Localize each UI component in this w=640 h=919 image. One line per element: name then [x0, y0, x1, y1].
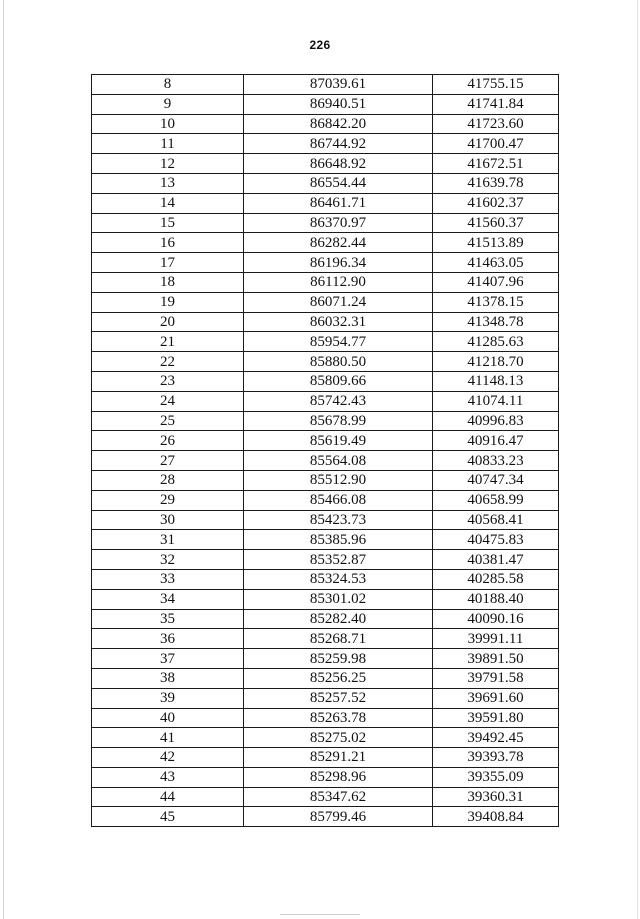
point-number-cell: 23 — [92, 371, 244, 391]
y-coordinate-cell: 41074.11 — [433, 391, 559, 411]
table-row — [92, 609, 559, 629]
x-coordinate-cell: 85385.96 — [244, 530, 433, 550]
point-number-cell: 30 — [92, 510, 244, 530]
x-coordinate-cell: 85268.71 — [244, 629, 433, 649]
x-coordinate-cell: 85259.98 — [244, 649, 433, 669]
table-row — [92, 708, 559, 728]
y-coordinate-cell: 41700.47 — [433, 134, 559, 154]
table-row — [92, 312, 559, 332]
x-coordinate-cell: 86842.20 — [244, 114, 433, 134]
y-coordinate-cell: 40747.34 — [433, 470, 559, 490]
table-row — [92, 352, 559, 372]
y-coordinate-cell: 40916.47 — [433, 431, 559, 451]
y-coordinate-cell: 41348.78 — [433, 312, 559, 332]
y-coordinate-cell: 39360.31 — [433, 787, 559, 807]
x-coordinate-cell: 85275.02 — [244, 728, 433, 748]
x-coordinate-cell: 85256.25 — [244, 668, 433, 688]
point-number-cell: 9 — [92, 94, 244, 114]
x-coordinate-cell: 86032.31 — [244, 312, 433, 332]
point-number-cell: 18 — [92, 272, 244, 292]
table-row — [92, 371, 559, 391]
table-row — [92, 292, 559, 312]
point-number-cell: 12 — [92, 154, 244, 174]
y-coordinate-cell: 40568.41 — [433, 510, 559, 530]
table-row — [92, 253, 559, 273]
x-coordinate-cell: 86461.71 — [244, 193, 433, 213]
table-row — [92, 490, 559, 510]
y-coordinate-cell: 41218.70 — [433, 352, 559, 372]
y-coordinate-cell: 41378.15 — [433, 292, 559, 312]
table-row — [92, 748, 559, 768]
x-coordinate-cell: 85423.73 — [244, 510, 433, 530]
point-number-cell: 39 — [92, 688, 244, 708]
table-row — [92, 233, 559, 253]
x-coordinate-cell: 85466.08 — [244, 490, 433, 510]
y-coordinate-cell: 41148.13 — [433, 371, 559, 391]
y-coordinate-cell: 41285.63 — [433, 332, 559, 352]
y-coordinate-cell: 40996.83 — [433, 411, 559, 431]
x-coordinate-cell: 85742.43 — [244, 391, 433, 411]
x-coordinate-cell: 85263.78 — [244, 708, 433, 728]
table-row — [92, 688, 559, 708]
table-row — [92, 470, 559, 490]
table-row — [92, 569, 559, 589]
point-number-cell: 41 — [92, 728, 244, 748]
point-number-cell: 20 — [92, 312, 244, 332]
point-number-cell: 29 — [92, 490, 244, 510]
y-coordinate-cell: 39891.50 — [433, 649, 559, 669]
point-number-cell: 32 — [92, 550, 244, 570]
x-coordinate-cell: 86940.51 — [244, 94, 433, 114]
point-number-cell: 19 — [92, 292, 244, 312]
point-number-cell: 15 — [92, 213, 244, 233]
table-row — [92, 94, 559, 114]
table-row — [92, 411, 559, 431]
x-coordinate-cell: 87039.61 — [244, 75, 433, 95]
table-row — [92, 510, 559, 530]
y-coordinate-cell: 40658.99 — [433, 490, 559, 510]
y-coordinate-cell: 40833.23 — [433, 451, 559, 471]
y-coordinate-cell: 40285.58 — [433, 569, 559, 589]
table-row — [92, 154, 559, 174]
table-row — [92, 272, 559, 292]
page-edge-left — [3, 0, 4, 919]
point-number-cell: 16 — [92, 233, 244, 253]
y-coordinate-cell: 41723.60 — [433, 114, 559, 134]
table-row — [92, 649, 559, 669]
table-row — [92, 173, 559, 193]
x-coordinate-cell: 85880.50 — [244, 352, 433, 372]
point-number-cell: 40 — [92, 708, 244, 728]
point-number-cell: 25 — [92, 411, 244, 431]
table-row — [92, 391, 559, 411]
table-row — [92, 332, 559, 352]
x-coordinate-cell: 85678.99 — [244, 411, 433, 431]
table-row — [92, 589, 559, 609]
table-row — [92, 75, 559, 95]
x-coordinate-cell: 85282.40 — [244, 609, 433, 629]
y-coordinate-cell: 41639.78 — [433, 173, 559, 193]
point-number-cell: 34 — [92, 589, 244, 609]
point-number-cell: 27 — [92, 451, 244, 471]
x-coordinate-cell: 85291.21 — [244, 748, 433, 768]
point-number-cell: 37 — [92, 649, 244, 669]
table-row — [92, 629, 559, 649]
x-coordinate-cell: 85809.66 — [244, 371, 433, 391]
table-row — [92, 451, 559, 471]
point-number-cell: 21 — [92, 332, 244, 352]
point-number-cell: 43 — [92, 767, 244, 787]
point-number-cell: 26 — [92, 431, 244, 451]
coordinates-table — [91, 74, 559, 827]
y-coordinate-cell: 39591.80 — [433, 708, 559, 728]
point-number-cell: 28 — [92, 470, 244, 490]
x-coordinate-cell: 86196.34 — [244, 253, 433, 273]
point-number-cell: 24 — [92, 391, 244, 411]
y-coordinate-cell: 39393.78 — [433, 748, 559, 768]
y-coordinate-cell: 41463.05 — [433, 253, 559, 273]
x-coordinate-cell: 85257.52 — [244, 688, 433, 708]
x-coordinate-cell: 86071.24 — [244, 292, 433, 312]
y-coordinate-cell: 41407.96 — [433, 272, 559, 292]
y-coordinate-cell: 39791.58 — [433, 668, 559, 688]
y-coordinate-cell: 41755.15 — [433, 75, 559, 95]
x-coordinate-cell: 85324.53 — [244, 569, 433, 589]
table-row — [92, 193, 559, 213]
x-coordinate-cell: 85298.96 — [244, 767, 433, 787]
table-row — [92, 213, 559, 233]
page-edge-right — [637, 0, 638, 919]
y-coordinate-cell: 41672.51 — [433, 154, 559, 174]
x-coordinate-cell: 85619.49 — [244, 431, 433, 451]
y-coordinate-cell: 39492.45 — [433, 728, 559, 748]
x-coordinate-cell: 86554.44 — [244, 173, 433, 193]
table-row — [92, 807, 559, 827]
x-coordinate-cell: 86112.90 — [244, 272, 433, 292]
point-number-cell: 33 — [92, 569, 244, 589]
point-number-cell: 11 — [92, 134, 244, 154]
y-coordinate-cell: 41513.89 — [433, 233, 559, 253]
table-row — [92, 530, 559, 550]
x-coordinate-cell: 86282.44 — [244, 233, 433, 253]
point-number-cell: 31 — [92, 530, 244, 550]
table-row — [92, 728, 559, 748]
y-coordinate-cell: 41560.37 — [433, 213, 559, 233]
y-coordinate-cell: 41741.84 — [433, 94, 559, 114]
x-coordinate-cell: 86744.92 — [244, 134, 433, 154]
point-number-cell: 13 — [92, 173, 244, 193]
x-coordinate-cell: 85347.62 — [244, 787, 433, 807]
y-coordinate-cell: 39991.11 — [433, 629, 559, 649]
x-coordinate-cell: 85301.02 — [244, 589, 433, 609]
x-coordinate-cell: 85352.87 — [244, 550, 433, 570]
table-row — [92, 668, 559, 688]
y-coordinate-cell: 39408.84 — [433, 807, 559, 827]
y-coordinate-cell: 40475.83 — [433, 530, 559, 550]
y-coordinate-cell: 39691.60 — [433, 688, 559, 708]
table-row — [92, 550, 559, 570]
point-number-cell: 10 — [92, 114, 244, 134]
x-coordinate-cell: 85799.46 — [244, 807, 433, 827]
y-coordinate-cell: 41602.37 — [433, 193, 559, 213]
point-number-cell: 8 — [92, 75, 244, 95]
point-number-cell: 22 — [92, 352, 244, 372]
point-number-cell: 17 — [92, 253, 244, 273]
y-coordinate-cell: 39355.09 — [433, 767, 559, 787]
coordinates-table-body — [92, 75, 559, 827]
point-number-cell: 44 — [92, 787, 244, 807]
x-coordinate-cell: 86370.97 — [244, 213, 433, 233]
table-row — [92, 134, 559, 154]
point-number-cell: 38 — [92, 668, 244, 688]
page-bottom-mark — [280, 914, 360, 915]
x-coordinate-cell: 85512.90 — [244, 470, 433, 490]
table-row — [92, 767, 559, 787]
table-row — [92, 431, 559, 451]
x-coordinate-cell: 85954.77 — [244, 332, 433, 352]
x-coordinate-cell: 85564.08 — [244, 451, 433, 471]
table-row — [92, 787, 559, 807]
y-coordinate-cell: 40188.40 — [433, 589, 559, 609]
x-coordinate-cell: 86648.92 — [244, 154, 433, 174]
point-number-cell: 14 — [92, 193, 244, 213]
y-coordinate-cell: 40090.16 — [433, 609, 559, 629]
point-number-cell: 35 — [92, 609, 244, 629]
point-number-cell: 45 — [92, 807, 244, 827]
point-number-cell: 36 — [92, 629, 244, 649]
y-coordinate-cell: 40381.47 — [433, 550, 559, 570]
point-number-cell: 42 — [92, 748, 244, 768]
table-row — [92, 114, 559, 134]
page-number: 226 — [309, 38, 331, 52]
